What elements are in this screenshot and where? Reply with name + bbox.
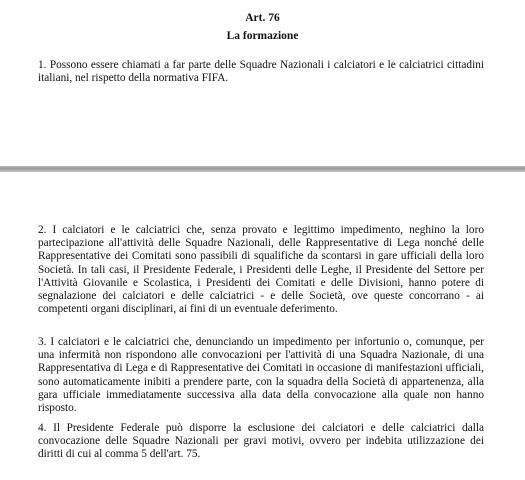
page-top [0, 0, 525, 168]
paragraph-1: 1. Possono essere chiamati a far parte delle Squadre Nazionali i calciatori e le calciatrici cittadini italiani, nel rispetto della normativa FIFA. [38, 59, 484, 85]
article-number: Art. 76 [245, 12, 280, 24]
page-bottom [0, 172, 525, 480]
article-title: La formazione [226, 30, 299, 42]
paragraph-3: 3. I calciatori e le calciatrici che, denunciando un impedimento per infortunio o, comunque, per una infermità non rispondono alle convocazioni per l'attività di una Squadra Nazionale, di una Rappresentativa di Lega e di Rappresentative dei Comitati in occasione di manifestazioni ufficiali, sono automaticamente inibiti a prendere parte, con la squadra della Società di appartenenza, alla gara ufficiale immediatamente successiva alla data della convocazione alla quale non hanno risposto. [38, 336, 484, 415]
paragraph-4: 4. Il Presidente Federale può disporre la esclusione dei calciatori e delle calciatrici dalla convocazione delle Squadre Nazionali per gravi motivi, ovvero per indebita utilizzazione dei diritti di cui al comma 5 dell'art. 75. [38, 422, 484, 461]
paragraph-2: 2. I calciatori e le calciatrici che, senza provato e legittimo impedimento, neghino la loro partecipazione all'attività delle Squadre Nazionali, delle Rappresentative di Lega nonché delle Rappresentative dei Comitati sono passibili di squalifiche da scontarsi in gare ufficiali della loro Società. In tali casi, il Presidente Federale, i Presidenti delle Leghe, il Presidente del Settore per l'Attività Giovanile e Scolastica, i Presidenti dei Comitati e delle Divisioni, hanno potere di segnalazione dei calciatori e delle calciatrici - e delle Società, ove queste concorrano - ai competenti organi disciplinari, ai fini di un eventuale deferimento. [38, 224, 484, 316]
